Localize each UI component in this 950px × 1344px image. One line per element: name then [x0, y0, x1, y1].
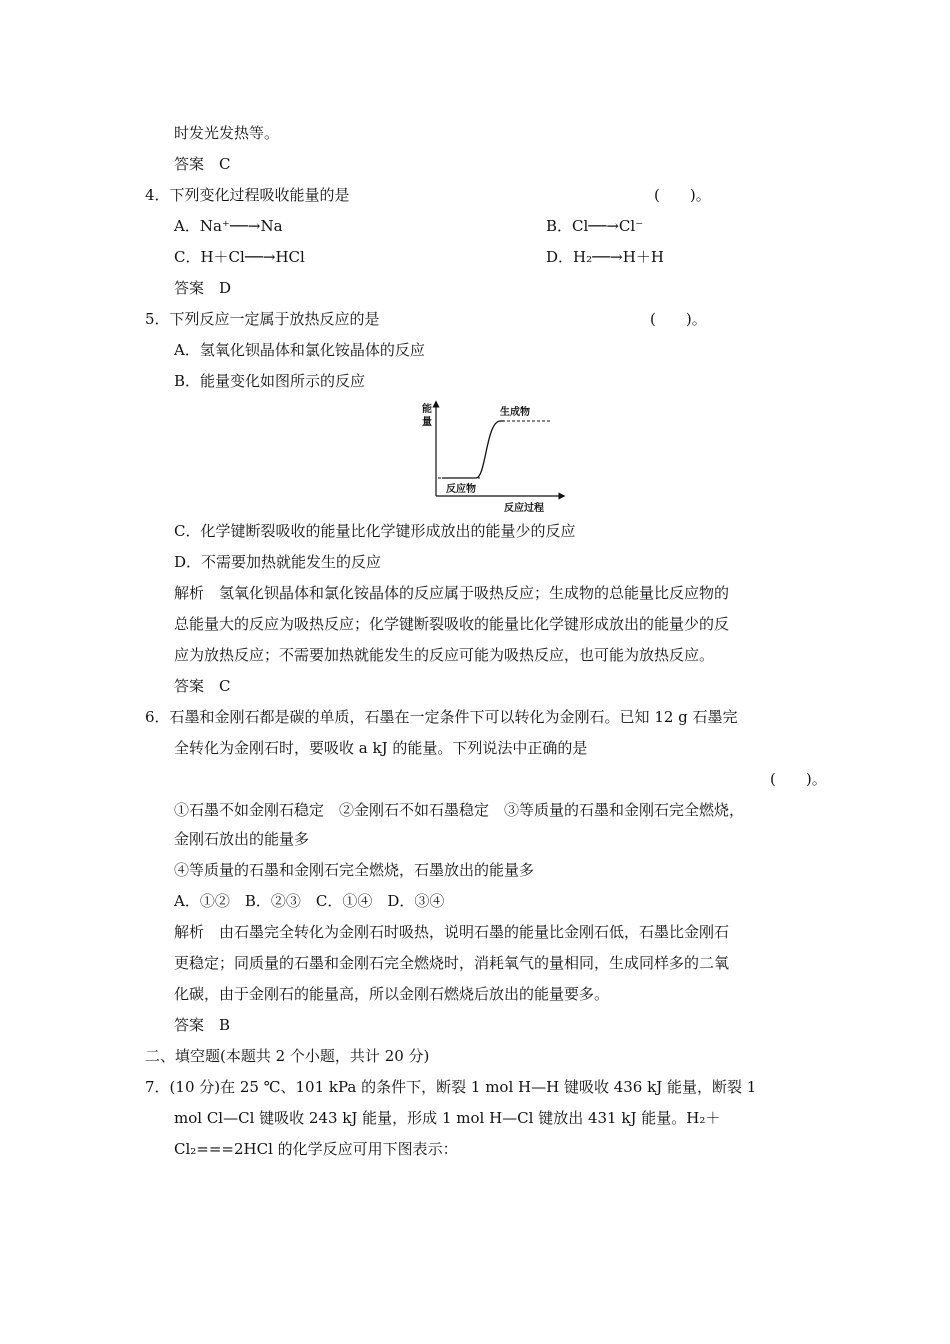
option-d: D．不需要加热就能发生的反应 [174, 553, 382, 571]
y-axis-label: 能 [422, 404, 432, 415]
answer-blank: ( )。 [770, 770, 827, 788]
answer-line: 答案 C [174, 155, 231, 173]
question-7-cont: mol Cl—Cl 键吸收 243 kJ 能量，形成 1 mol H—Cl 键放出 431 kJ 能量。H₂＋ [174, 1109, 721, 1127]
question-5: 5．下列反应一定属于放热反应的是 [145, 310, 380, 328]
statement-line: ④等质量的石墨和金刚石完全燃烧，石墨放出的能量多 [174, 861, 535, 879]
answer-blank: ( )。 [650, 310, 707, 328]
question-7: 7．(10 分)在 25 ℃、101 kPa 的条件下，断裂 1 mol H—H 键吸收 436 kJ 能量，断裂 1 [145, 1078, 757, 1096]
explanation-line: 解析 氢氧化钡晶体和氯化铵晶体的反应属于吸热反应；生成物的总能量比反应物的 [174, 584, 730, 602]
options-line: A．①② B．②③ C．①④ D．③④ [174, 892, 445, 910]
question-6-cont: 全转化为金刚石时，要吸收 a kJ 的能量。下列说法中正确的是 [174, 739, 588, 757]
energy-curve [442, 421, 504, 478]
question-4: 4．下列变化过程吸收能量的是 [145, 186, 350, 204]
question-6: 6．石墨和金刚石都是碳的单质，石墨在一定条件下可以转化为金刚石。已知 12 g 石墨完 [145, 708, 738, 726]
option-a: A．氢氧化钡晶体和氯化铵晶体的反应 [174, 341, 425, 359]
reactant-label: 反应物 [446, 484, 476, 495]
explanation-line: 总能量大的反应为吸热反应；化学键断裂吸收的能量比化学键形成放出的能量少的反 [174, 615, 730, 633]
option-a: A．Na⁺──→Na [174, 217, 283, 235]
answer-line: 答案 B [174, 1016, 231, 1034]
answer-line: 答案 C [174, 677, 231, 695]
statement-line: 金刚石放出的能量多 [174, 830, 310, 848]
statement-line: ①石墨不如金刚石稳定 ②金刚石不如石墨稳定 ③等质量的石墨和金刚石完全燃烧， [174, 801, 745, 819]
option-b: B．能量变化如图所示的反应 [174, 372, 366, 390]
text-line: 时发光发热等。 [174, 124, 280, 142]
section-heading: 二、填空题(本题共 2 个小题，共计 20 分) [145, 1047, 430, 1065]
explanation-line: 更稳定；同质量的石墨和金刚石完全燃烧时，消耗氧气的量相同，生成同样多的二氧 [174, 954, 730, 972]
option-d: D．H₂──→H＋H [546, 248, 664, 266]
option-c: C．化学键断裂吸收的能量比化学键形成放出的能量少的反应 [174, 522, 576, 540]
y-axis-label: 量 [422, 417, 432, 428]
explanation-line: 解析 由石墨完全转化为金刚石时吸热，说明石墨的能量比金刚石低，石墨比金刚石 [174, 923, 730, 941]
x-axis-label: 反应过程 [504, 503, 544, 514]
option-c: C．H＋Cl──→HCl [174, 248, 305, 266]
product-label: 生成物 [500, 407, 530, 418]
option-b: B．Cl──→Cl⁻ [546, 217, 644, 235]
energy-diagram [418, 400, 568, 518]
answer-line: 答案 D [174, 279, 232, 297]
question-7-cont: Cl₂===2HCl 的化学反应可用下图表示： [174, 1140, 458, 1158]
explanation-line: 应为放热反应；不需要加热就能发生的反应可能为吸热反应，也可能为放热反应。 [174, 646, 715, 664]
explanation-line: 化碳，由于金刚石的能量高，所以金刚石燃烧后放出的能量要多。 [174, 985, 610, 1003]
answer-blank: ( )。 [654, 186, 711, 204]
